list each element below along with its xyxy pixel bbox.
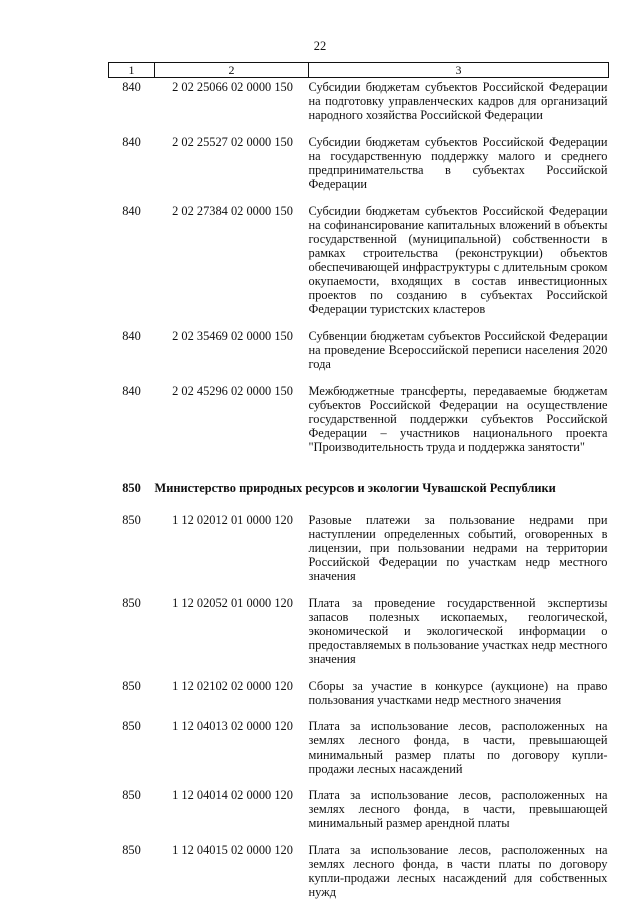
budget-codes-table — [108, 62, 609, 912]
income-code: 1 12 02102 02 0000 120 — [172, 678, 293, 693]
column-header-3: 3 — [309, 63, 609, 78]
income-code: 2 02 25066 02 0000 150 — [172, 80, 293, 94]
admin-code: 840 — [122, 134, 141, 149]
income-description: Сборы за участие в конкурсе (аукционе) на право пользования участками недр местного значения — [308, 678, 608, 707]
income-code: 2 02 27384 02 0000 150 — [172, 203, 293, 218]
ministry-name: Министерство природных ресурсов и экологии Чувашской Республики — [154, 480, 556, 495]
column-header-1: 1 — [109, 63, 155, 78]
table-header-row — [109, 63, 609, 78]
income-description: Плата за использование лесов, расположенных на землях лесного фонда, в части, превышающей минимальный размер платы по договору купли-продажи лесных насаждений — [308, 719, 608, 776]
admin-code: 850 — [122, 843, 141, 858]
income-code: 1 12 04013 02 0000 120 — [172, 719, 293, 734]
income-description: Плата за использование лесов, расположенных на землях лесного фонда, в части платы по договору купли-продажи лесных насаждений для собственных нужд — [308, 843, 608, 900]
income-description: Разовые платежи за пользование недрами при наступлении определенных событий, оговоренных в лицензии, при пользовании недрами на территории Российской Федерации по участкам недр местного значения — [308, 512, 608, 584]
table-row — [109, 135, 609, 204]
table-row — [109, 788, 609, 843]
table-row — [109, 843, 609, 912]
income-description: Плата за использование лесов, расположенных на землях лесного фонда, в части, превышающей минимальный размер арендной платы — [308, 788, 608, 831]
ministry-heading-row — [109, 467, 609, 513]
income-code: 1 12 04015 02 0000 120 — [172, 843, 293, 858]
admin-code: 840 — [122, 328, 141, 343]
table-row — [109, 204, 609, 329]
table-row — [109, 719, 609, 788]
admin-code: 850 — [122, 719, 141, 734]
table-row — [109, 513, 609, 596]
admin-code: 840 — [122, 383, 141, 398]
income-description: Субсидии бюджетам субъектов Российской Федерации на софинансирование капитальных вложений в объекты государственной (муниципальной) собственности в рамках строительства (реконструкции) объектов обеспечивающей инфраструктуры с длительным сроком окупаемости, входящих в состав инвестиционных проектов по созданию в субъектах Российской Федерации туристских кластеров — [308, 203, 608, 317]
income-code: 1 12 02052 01 0000 120 — [172, 595, 293, 610]
table-row — [109, 384, 609, 467]
admin-code: 850 — [122, 595, 141, 610]
income-code: 2 02 35469 02 0000 150 — [172, 328, 293, 343]
income-code: 1 12 02012 01 0000 120 — [172, 512, 293, 527]
income-description: Субсидии бюджетам субъектов Российской Федерации на государственную поддержку малого и среднего предпринимательства в субъектах Российской Федерации — [308, 134, 608, 192]
admin-code: 850 — [122, 512, 141, 527]
ministry-code: 850 — [122, 480, 141, 495]
income-description: Плата за проведение государственной экспертизы запасов полезных ископаемых, геологической, экономической и экологической информации о предоставляемых в пользование участках недр местного значения — [308, 595, 608, 667]
admin-code: 850 — [122, 678, 141, 693]
table-row — [109, 679, 609, 720]
table-row — [109, 596, 609, 679]
table-row — [109, 78, 609, 135]
income-description: Субсидии бюджетам субъектов Российской Федерации на подготовку управленческих кадров для организаций народного хозяйства Российской Федерации — [308, 80, 608, 123]
table-row — [109, 329, 609, 384]
income-description: Субвенции бюджетам субъектов Российской Федерации на проведение Всероссийской переписи населения 2020 года — [308, 328, 608, 372]
income-code: 1 12 04014 02 0000 120 — [172, 788, 293, 803]
admin-code: 850 — [122, 788, 141, 803]
budget-codes-table-container — [108, 62, 608, 912]
admin-code: 840 — [122, 203, 141, 218]
income-code: 2 02 25527 02 0000 150 — [172, 134, 293, 149]
column-header-2: 2 — [155, 63, 309, 78]
income-description: Межбюджетные трансферты, передаваемые бюджетам субъектов Российской Федерации на осуществление государственной поддержки субъектов Российской Федерации – участников национального проекта "Производительность труда и поддержка занятости" — [308, 383, 608, 455]
income-code: 2 02 45296 02 0000 150 — [172, 383, 293, 398]
page-number: 22 — [313, 39, 327, 53]
admin-code: 840 — [122, 80, 141, 94]
